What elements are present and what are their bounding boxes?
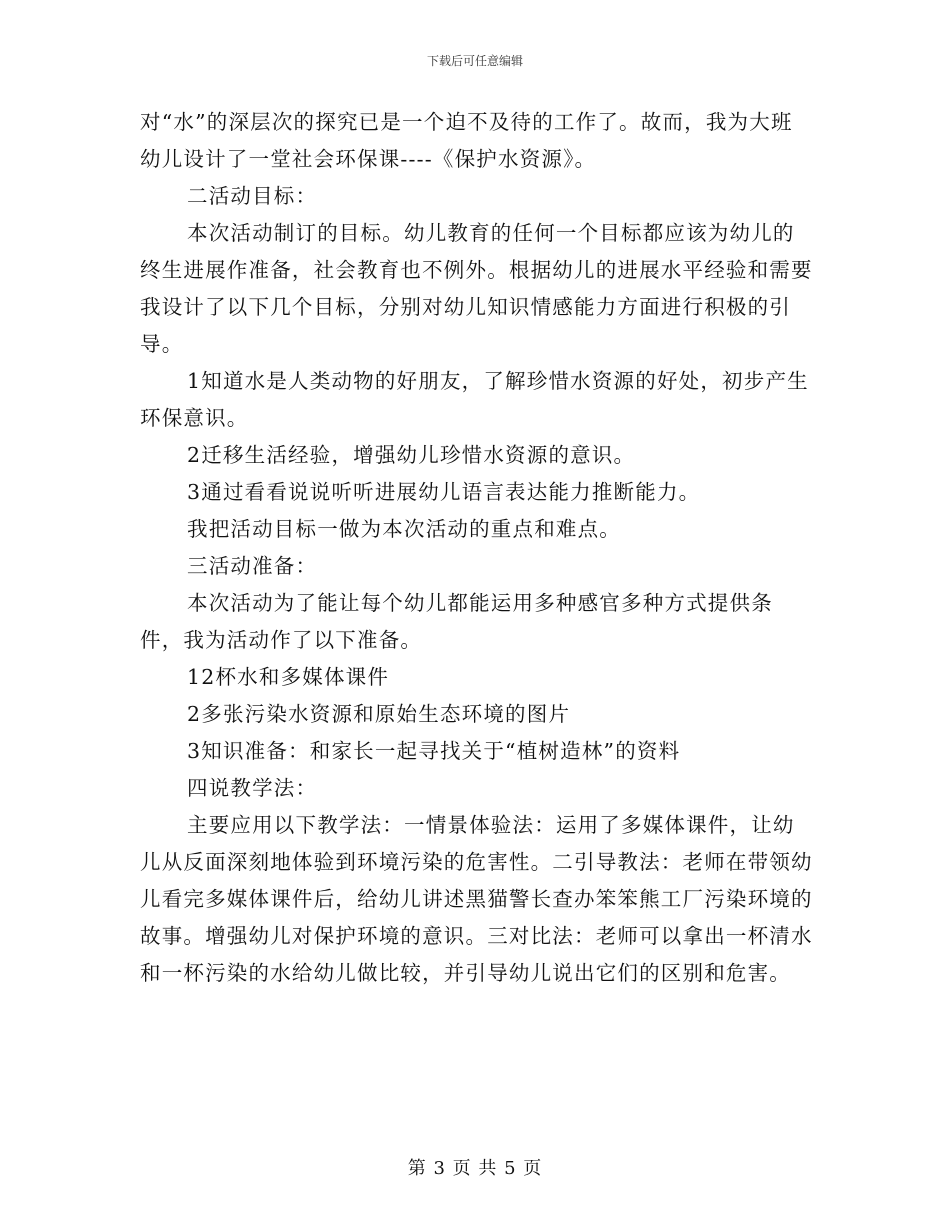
- paragraph: 本次活动为了能让每个幼儿都能运用多种感官多种方式提供条件，我为活动作了以下准备。: [140, 591, 773, 652]
- list-item: 3通过看看说说听听进展幼儿语言表达能力推断能力。: [187, 480, 701, 504]
- paragraph: 主要应用以下教学法：一情景体验法：运用了多媒体课件，让幼儿从反面深刻地体验到环境污染的危害性。二引导教法：老师在带领幼儿看完多媒体课件后，给幼儿讲述黑猫警长查办笨笨熊工厂污染环境的故事。增强幼儿对保护环境的意识。三对比法：老师可以拿出一杯清水和一杯污染的水给幼儿做比较，并引导幼儿说出它们的区别和危害。: [140, 813, 813, 985]
- page-header: 下载后可任意编辑: [426, 54, 523, 68]
- paragraph: 本次活动制订的目标。幼儿教育的任何一个目标都应该为幼儿的终生进展作准备，社会教育也不例外。根据幼儿的进展水平经验和需要我设计了以下几个目标，分别对幼儿知识情感能力方面进行积极的引导。: [140, 221, 813, 356]
- page-number-footer: 第 3 页 共 5 页: [407, 1158, 543, 1179]
- list-item: 3知识准备：和家长一起寻找关于“植树造林”的资料: [187, 739, 681, 763]
- list-item: 12杯水和多媒体课件: [187, 665, 390, 689]
- paragraph: 我把活动目标一做为本次活动的重点和难点。: [187, 517, 621, 541]
- list-item: 2迁移生活经验，增强幼儿珍惜水资源的意识。: [187, 443, 636, 467]
- list-item: 1知道水是人类动物的好朋友，了解珍惜水资源的好处，初步产生环保意识。: [140, 369, 809, 430]
- section-heading: 二活动目标：: [187, 184, 318, 208]
- section-heading: 四说教学法：: [187, 776, 318, 800]
- section-heading: 三活动准备：: [187, 554, 318, 578]
- paragraph: 对“水”的深层次的探究已是一个迫不及待的工作了。故而，我为大班幼儿设计了一堂社会环保课----《保护水资源》。: [140, 110, 793, 171]
- list-item: 2多张污染水资源和原始生态环境的图片: [187, 702, 571, 726]
- document-body: [140, 104, 814, 992]
